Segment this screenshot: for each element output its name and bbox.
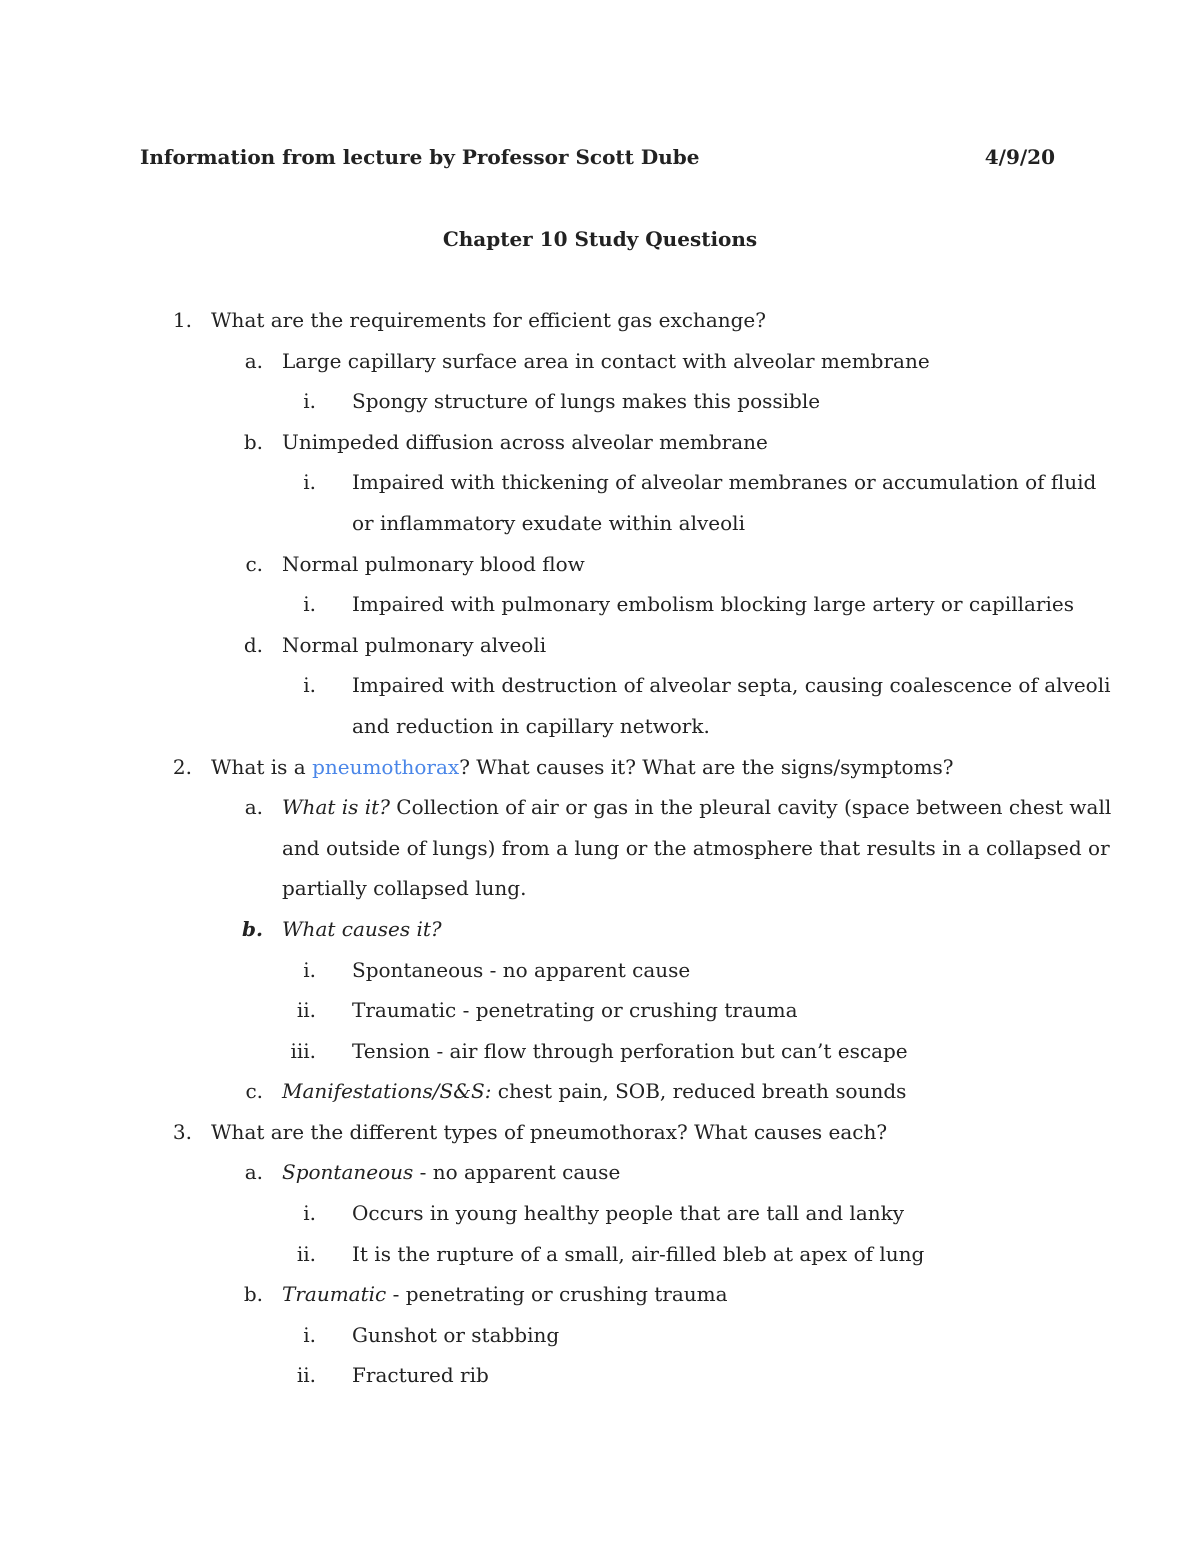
item-text [282, 1279, 728, 1309]
list-item [0, 548, 1200, 589]
list-item [0, 1238, 1200, 1279]
item-number: b. [242, 916, 263, 941]
list-item [0, 1116, 1200, 1157]
item-number: b. [243, 429, 263, 454]
header-lecture-info: Information from lecture by Professor Scott Dube [140, 145, 700, 169]
item-text: Tension - air flow through perforation but can’t escape [352, 1038, 908, 1063]
item-number: i. [303, 389, 316, 414]
item-text: Normal pulmonary blood flow [282, 551, 585, 576]
item-text [282, 1157, 620, 1187]
item-text: Spongy structure of lungs makes this possible [352, 389, 821, 414]
study-questions [0, 304, 1200, 1400]
item-number: ii. [296, 1241, 316, 1266]
header-date: 4/9/20 [984, 145, 1055, 169]
question-text-post: ? What causes it? What are the signs/symptoms? [459, 754, 954, 779]
item-text: Traumatic - penetrating or crushing trauma [352, 998, 798, 1023]
list-item [0, 751, 1200, 792]
list-item [0, 791, 1200, 832]
list-item [0, 304, 1200, 345]
item-number: d. [243, 632, 263, 657]
item-number: a. [244, 1160, 263, 1185]
question-text: What are the different types of pneumothorax? What causes each? [211, 1119, 888, 1144]
item-text [282, 1076, 906, 1106]
item-text: Unimpeded diffusion across alveolar membrane [282, 429, 768, 454]
item-number: iii. [290, 1038, 316, 1063]
question-text [211, 752, 954, 782]
item-text: Spontaneous - no apparent cause [352, 957, 691, 982]
item-text [282, 792, 1111, 822]
item-text: Impaired with pulmonary embolism blocking large artery or capillaries [352, 592, 1074, 617]
list-item [0, 466, 1200, 507]
item-number: c. [245, 551, 263, 576]
item-number: i. [303, 1201, 316, 1226]
list-item [0, 385, 1200, 426]
header [140, 142, 1055, 172]
item-text: Occurs in young healthy people that are tall and lanky [352, 1201, 905, 1226]
item-number: b. [243, 1282, 263, 1307]
list-item [0, 345, 1200, 386]
item-number: i. [303, 470, 316, 495]
item-text: It is the rupture of a small, air-filled bleb at apex of lung [352, 1241, 925, 1266]
item-text: Large capillary surface area in contact with alveolar membrane [282, 348, 930, 373]
list-item [0, 1359, 1200, 1400]
item-number: 2. [172, 754, 192, 779]
list-item [0, 1278, 1200, 1319]
list-item [0, 913, 1200, 954]
list-item [0, 426, 1200, 467]
item-text: Impaired with destruction of alveolar septa, causing coalescence of alveoli [352, 673, 1111, 698]
item-number: 3. [172, 1119, 192, 1144]
item-number: c. [245, 1079, 263, 1104]
list-item-continuation [0, 507, 1200, 548]
item-label: Spontaneous [282, 1160, 414, 1185]
item-label: What causes it? [282, 916, 442, 941]
item-body: Collection of air or gas in the pleural cavity (space between chest wall [389, 795, 1112, 820]
list-item [0, 669, 1200, 710]
question-text-pre: What is a [211, 754, 313, 779]
item-number: a. [244, 348, 263, 373]
item-number: i. [303, 1322, 316, 1347]
item-text: and reduction in capillary network. [352, 713, 710, 738]
list-item [0, 629, 1200, 670]
list-item [0, 1075, 1200, 1116]
item-body: - no apparent cause [413, 1160, 621, 1185]
list-item [0, 1319, 1200, 1360]
list-item [0, 994, 1200, 1035]
item-number: ii. [296, 998, 316, 1023]
item-number: ii. [296, 1363, 316, 1388]
list-item [0, 1197, 1200, 1238]
list-item [0, 954, 1200, 995]
item-label: Manifestations/S&S: [282, 1079, 492, 1104]
item-number: i. [303, 673, 316, 698]
question-text: What are the requirements for efficient gas exchange? [211, 308, 766, 332]
item-body: chest pain, SOB, reduced breath sounds [491, 1079, 907, 1104]
item-text: or inflammatory exudate within alveoli [352, 510, 745, 535]
item-text: Normal pulmonary alveoli [282, 632, 547, 657]
list-item-continuation [0, 872, 1200, 913]
pneumothorax-link[interactable]: pneumothorax [312, 754, 460, 779]
item-label: What is it? [282, 795, 390, 820]
item-text: Fractured rib [352, 1363, 489, 1388]
item-text: Impaired with thickening of alveolar membranes or accumulation of fluid [352, 470, 1097, 495]
list-item-continuation [0, 710, 1200, 751]
item-number: a. [244, 795, 263, 820]
item-body: - penetrating or crushing trauma [386, 1282, 728, 1307]
list-item [0, 588, 1200, 629]
item-text: partially collapsed lung. [282, 876, 527, 901]
item-number: i. [303, 592, 316, 617]
item-number: i. [303, 957, 316, 982]
page-title: Chapter 10 Study Questions [442, 227, 758, 251]
item-text: and outside of lungs) from a lung or the atmosphere that results in a collapsed or [282, 835, 1110, 860]
item-number: 1. [172, 308, 192, 332]
list-item-continuation [0, 832, 1200, 873]
list-item [0, 1035, 1200, 1076]
item-text: Gunshot or stabbing [352, 1322, 560, 1347]
item-label: Traumatic [282, 1282, 387, 1307]
list-item [0, 1156, 1200, 1197]
